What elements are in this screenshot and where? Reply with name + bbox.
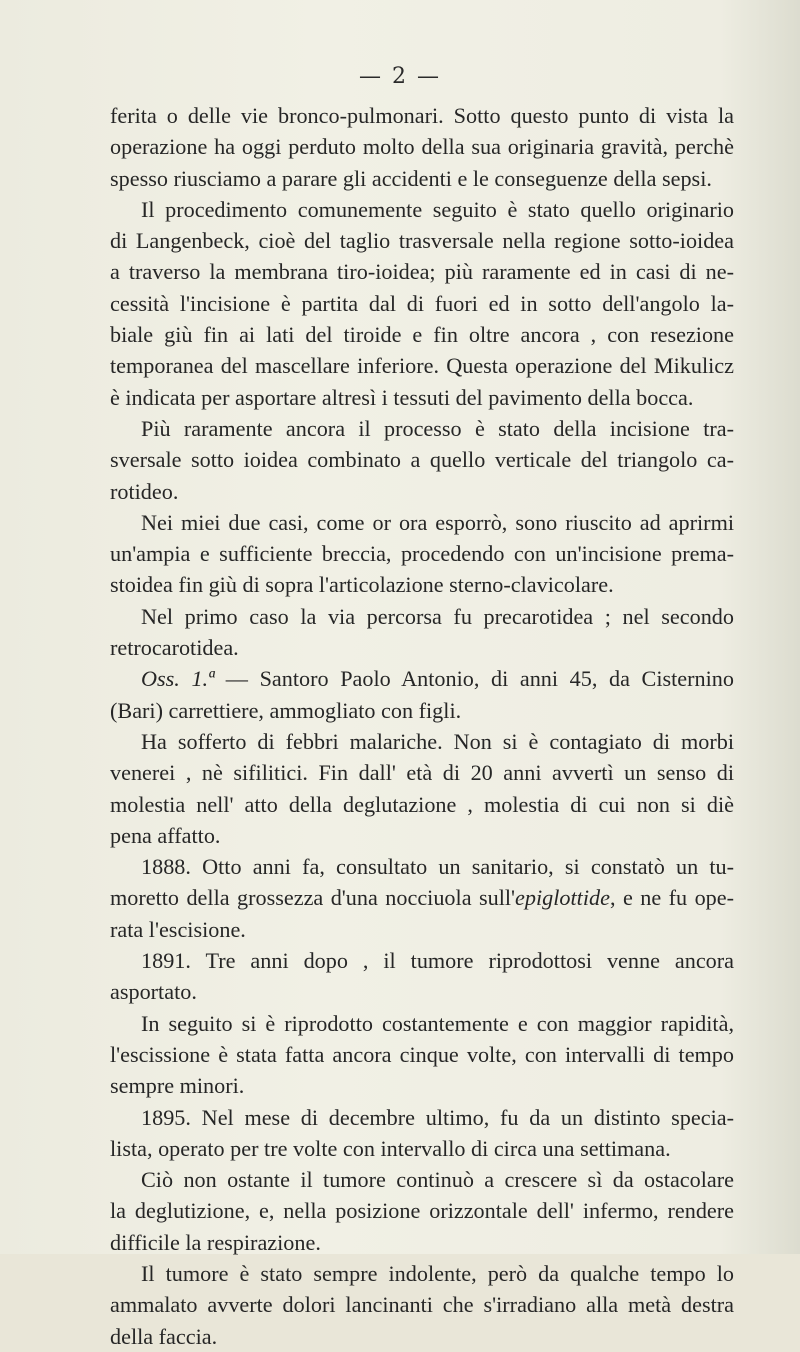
text-line: temporanea del mascellare inferiore. Questa operazione del Mikulicz bbox=[110, 353, 734, 379]
text-line: rotideo. bbox=[110, 478, 179, 504]
text-line: 1891. Tre anni dopo , il tumore riprodottosi venne ancora bbox=[141, 948, 734, 974]
paragraph bbox=[110, 507, 734, 601]
text-line: 1895. Nel mese di decembre ultimo, fu da un distinto specia- bbox=[141, 1104, 734, 1130]
text-line: l'escissione è stata fatta ancora cinque volte, con intervalli di tempo bbox=[110, 1041, 734, 1067]
text-fragment: — Santoro Paolo Antonio, di anni 45, da Cisternino bbox=[214, 666, 734, 692]
text-line: la deglutizione, e, nella posizione orizzontale dell' infermo, rendere bbox=[110, 1198, 734, 1224]
observation-label: Oss. 1.ª bbox=[141, 666, 215, 692]
text-line: pena affatto. bbox=[110, 822, 221, 848]
text-line: è indicata per asportare altresì i tessuti del pavimento della bocca. bbox=[110, 384, 694, 410]
text-line: Più raramente ancora il processo è stato della incisione tra- bbox=[141, 415, 734, 441]
text-line: lista, operato per tre volte con intervallo di circa una settimana. bbox=[110, 1135, 671, 1161]
text-fragment: moretto della grossezza d'una nocciuola sull' bbox=[110, 885, 516, 911]
text-line: Ciò non ostante il tumore continuò a crescere sì da ostacolare bbox=[141, 1167, 734, 1193]
text-line: molestia nell' atto della deglutazione , molestia di cui non si diè bbox=[110, 791, 734, 817]
paragraph bbox=[110, 663, 734, 726]
text-line: Ha sofferto di febbri malariche. Non si è contagiato di morbi bbox=[141, 728, 734, 754]
text-line: cessità l'incisione è partita dal di fuori ed in sotto dell'angolo la- bbox=[110, 290, 734, 316]
paragraph bbox=[110, 1102, 734, 1165]
text-line: difficile la respirazione. bbox=[110, 1229, 321, 1255]
text-line: operazione ha oggi perduto molto della sua originaria gravità, perchè bbox=[110, 134, 734, 160]
italic-term: epiglottide bbox=[515, 885, 610, 911]
page-number: — 2 — bbox=[359, 64, 441, 89]
text-line: asportato. bbox=[110, 979, 197, 1005]
text-line: retrocarotidea. bbox=[110, 635, 239, 661]
text-line: Nei miei due casi, come or ora esporrò, sono riuscito ad aprirmi bbox=[141, 509, 734, 535]
paragraph bbox=[110, 1008, 734, 1102]
text-line bbox=[110, 663, 734, 694]
text-line: Il tumore è stato sempre indolente, però da qualche tempo lo bbox=[141, 1260, 734, 1286]
text-line: (Bari) carrettiere, ammogliato con figli. bbox=[110, 697, 462, 723]
text-line: un'ampia e sufficiente breccia, procedendo con un'incisione prema- bbox=[110, 541, 734, 567]
paragraph bbox=[110, 851, 734, 945]
text-fragment: , e ne fu ope- bbox=[609, 885, 734, 911]
text-line: sversale sotto ioidea combinato a quello verticale del triangolo ca- bbox=[110, 447, 734, 473]
text-line: rata l'escisione. bbox=[110, 916, 246, 942]
paragraph bbox=[110, 945, 734, 1008]
text-line: ferita o delle vie bronco-pulmonari. Sotto questo punto di vista la bbox=[110, 103, 734, 128]
paragraph bbox=[110, 194, 734, 413]
text-line: di Langenbeck, cioè del taglio trasversale nella regione sotto-ioidea bbox=[110, 228, 734, 254]
text-line: a traverso la membrana tiro-ioidea; più raramente ed in casi di ne- bbox=[110, 259, 734, 285]
text-line: ammalato avverte dolori lancinanti che s'irradiano alla metà destra bbox=[110, 1292, 734, 1318]
text-line: In seguito si è riprodotto costantemente e con maggior rapidità, bbox=[141, 1010, 734, 1036]
text-line: sempre minori. bbox=[110, 1073, 245, 1099]
text-line: venerei , nè sifilitici. Fin dall' età di 20 anni avvertì un senso di bbox=[110, 760, 734, 786]
text-line: spesso riusciamo a parare gli accidenti e le conseguenze della sepsi. bbox=[110, 165, 712, 191]
text-line: della faccia. bbox=[110, 1323, 218, 1349]
paragraph bbox=[110, 413, 734, 507]
paragraph bbox=[110, 601, 734, 664]
text-line: 1888. Otto anni fa, consultato un sanitario, si constatò un tu- bbox=[141, 854, 734, 880]
body-text bbox=[110, 100, 734, 1352]
paragraph bbox=[110, 100, 734, 194]
text-line bbox=[110, 882, 734, 913]
paragraph bbox=[110, 1258, 734, 1352]
text-line: Il procedimento comunemente seguito è stato quello originario bbox=[141, 196, 734, 222]
text-line: Nel primo caso la via percorsa fu precarotidea ; nel secondo bbox=[141, 603, 734, 629]
paragraph bbox=[110, 1164, 734, 1258]
text-line: biale giù fin ai lati del tiroide e fin oltre ancora , con resezione bbox=[110, 322, 734, 348]
text-line: stoidea fin giù di sopra l'articolazione sterno-clavicolare. bbox=[110, 572, 614, 598]
paragraph bbox=[110, 726, 734, 851]
